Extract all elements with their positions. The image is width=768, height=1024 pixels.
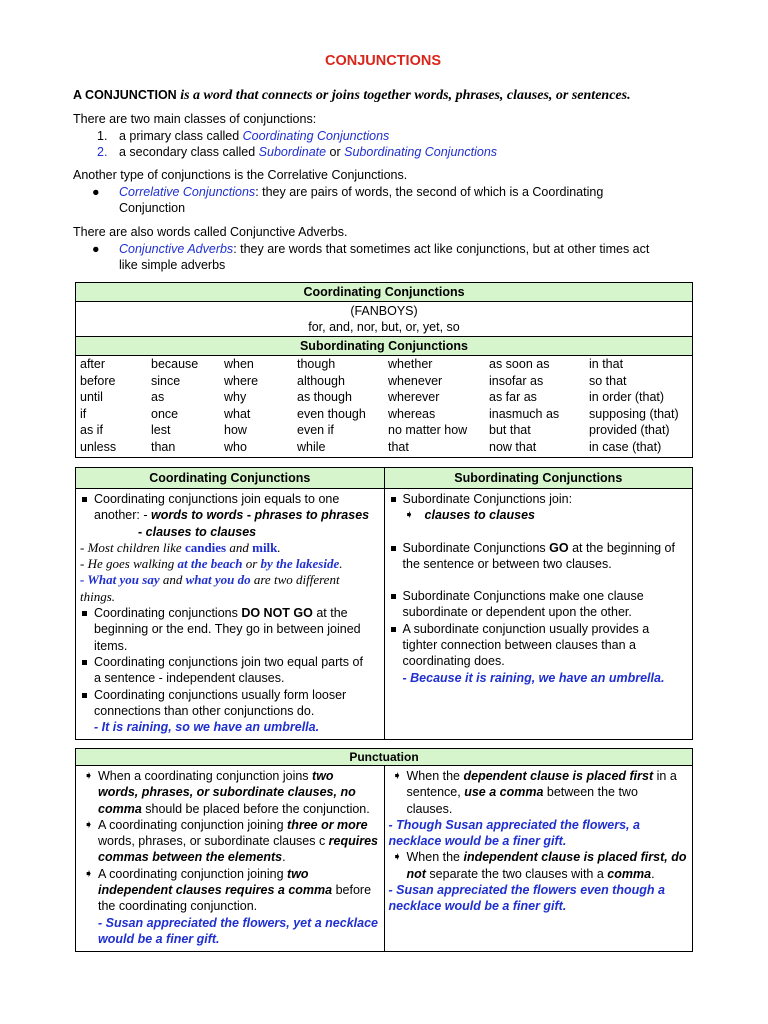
punct-point-5 <box>389 849 689 882</box>
punct-right <box>384 766 693 952</box>
p3-e: the coordinating conjunction. <box>98 899 258 914</box>
correlative-text2: Conjunction <box>119 201 186 215</box>
table-row <box>76 406 692 423</box>
conjunction-cell: supposing (that) <box>589 406 679 421</box>
sub-point-1 <box>389 491 688 524</box>
q1-b: dependent clause is placed first <box>463 769 654 783</box>
square-bullet-icon <box>82 660 87 665</box>
q2-a: When the <box>406 850 464 865</box>
p1-a: When a coordinating conjunction joins <box>98 769 313 783</box>
q2-e: separate the two clauses with a <box>425 866 608 881</box>
definition <box>73 88 698 104</box>
conjunction-cell: in case (that) <box>589 439 662 454</box>
coord-header: Coordinating Conjunctions <box>76 283 693 302</box>
arrow-bullet-icon: ➧ <box>404 509 414 522</box>
q1-d: sentence, <box>406 785 465 800</box>
definition-lead: A CONJUNCTION <box>73 88 181 102</box>
conjunction-cell: as far as <box>489 390 537 404</box>
conjunction-cell: no matter how <box>388 423 468 437</box>
words-to-words: words to words <box>150 508 244 523</box>
definition-text: is a word that connects or joins together words, phrases, clauses, or sentences. <box>180 88 631 103</box>
ex3-c: and <box>159 572 186 588</box>
q2-f: comma <box>607 866 652 881</box>
adverbs-block <box>73 224 698 274</box>
ex2-lakeside: by the lakeside <box>260 556 340 572</box>
conjunction-cell: wherever <box>388 390 440 404</box>
ex3-e: are two different <box>250 572 340 588</box>
p3-c: independent clauses requires a comma <box>98 883 333 898</box>
sub-point-2 <box>389 540 688 573</box>
p2-d: requires <box>328 834 379 849</box>
arrow-bullet-icon: ➧ <box>392 770 402 782</box>
square-bullet-icon <box>391 627 396 632</box>
p1-c: words, phrases, or subordinate clauses, no <box>98 785 356 800</box>
conjunction-cell: so that <box>589 373 627 388</box>
p2-b: three or more <box>287 817 368 832</box>
punctuation-header: Punctuation <box>76 749 693 766</box>
square-bullet-icon <box>391 546 396 551</box>
conjunction-cell: because <box>151 357 199 371</box>
page-title: CONJUNCTIONS <box>324 53 441 69</box>
sub-point-4 <box>389 621 688 686</box>
q1-f: between the two <box>543 785 638 800</box>
coord-point-2 <box>80 605 380 654</box>
correlative-text: : they are pairs of words, the second of which is a Coordinating <box>255 184 604 199</box>
sub-point-4-line3: coordinating does. <box>402 654 505 669</box>
table-row <box>76 439 692 456</box>
coord-example-1 <box>80 540 380 556</box>
coord-example-3b: things. <box>80 588 116 604</box>
p1-b: two <box>312 769 334 783</box>
table-row <box>76 389 692 406</box>
ex2-e: . <box>339 556 343 572</box>
conjunction-cell: though <box>297 357 336 371</box>
sub-grid-cell <box>76 356 693 458</box>
class2-term2: Subordinating Conjunctions <box>344 145 498 159</box>
bullet-dot: ● <box>92 241 100 256</box>
class2-pre: a secondary class called <box>119 145 259 159</box>
coord-point-4-line2: connections than other conjunctions do. <box>94 703 315 718</box>
sub-grid <box>76 356 692 455</box>
coord-point-2-line3: items. <box>94 638 128 653</box>
coord-point-3 <box>80 654 380 687</box>
adverbs-item <box>73 241 698 258</box>
ex2-a: - He goes walking <box>80 556 178 572</box>
sub-point-4-line2: tighter connection between clauses than a <box>402 638 637 653</box>
coord-example-3 <box>80 572 380 588</box>
q2-d: not <box>406 866 426 881</box>
q2-example-2: necklace would be a finer gift. <box>388 899 567 914</box>
sub-point-3 <box>389 588 688 621</box>
clauses-to-clauses: clauses to clauses <box>145 524 257 539</box>
square-bullet-icon <box>82 611 87 616</box>
go-label: GO <box>549 540 569 555</box>
conjunction-cell: whether <box>388 357 433 371</box>
conjunction-cell: inasmuch as <box>489 406 560 421</box>
p3-b: two <box>287 866 309 881</box>
arrow-bullet-icon: ➧ <box>84 818 94 831</box>
conjunction-cell: as if <box>80 423 103 437</box>
conjunction-cell: although <box>297 373 345 388</box>
q1-example-2: necklace would be a finer gift. <box>388 834 567 849</box>
sub-col-header: Subordinating Conjunctions <box>384 468 692 489</box>
sub-point-2-post: at the beginning of <box>568 540 675 555</box>
p3-example-2: would be a finer gift. <box>98 931 220 946</box>
conjunction-cell: how <box>224 423 247 437</box>
coord-point-3-line2: a sentence - independent clauses. <box>94 671 285 686</box>
q1-e: use a comma <box>464 785 544 800</box>
conjunction-cell: unless <box>80 439 117 454</box>
sub-clauses-to-clauses: clauses to clauses <box>424 508 535 523</box>
ex1-a: - Most children like <box>80 539 185 555</box>
conjunction-cell: now that <box>489 439 537 454</box>
coord-point-1-sep: - <box>243 508 255 523</box>
conjunction-cell: than <box>151 439 176 454</box>
coord-point-4 <box>80 687 380 736</box>
conjunction-cell: insofar as <box>489 373 544 388</box>
classes-line: There are two main classes of conjunctions: <box>73 112 317 126</box>
square-bullet-icon <box>82 693 87 698</box>
conjunctions-table <box>75 282 693 458</box>
sub-point-2-line2: the sentence or between two clauses. <box>402 556 612 571</box>
arrow-bullet-icon: ➧ <box>392 851 402 864</box>
phrases-to-phrases: phrases to phrases <box>254 508 370 523</box>
adverbs-text2: like simple adverbs <box>119 258 226 272</box>
conjunction-cell: as soon as <box>489 357 550 371</box>
arrow-bullet-icon: ➧ <box>84 770 94 782</box>
coord-point-2-line2: beginning or the end. They go in between joined <box>94 622 361 637</box>
conjunction-cell: who <box>224 439 247 454</box>
fanboys-cell <box>76 302 693 337</box>
coord-point-1-text: Coordinating conjunctions join equals to one <box>94 492 340 506</box>
coord-point-3-line1: Coordinating conjunctions join two equal parts of <box>94 654 363 669</box>
punct-left <box>76 766 385 952</box>
coord-col <box>76 489 385 740</box>
ex1-milk: milk <box>252 539 278 555</box>
sub-point-2-pre: Subordinate Conjunctions <box>402 540 550 555</box>
punct-point-4 <box>389 768 689 817</box>
conjunction-cell: even though <box>297 406 366 421</box>
table-row <box>76 373 692 390</box>
p3-example-1: - Susan appreciated the flowers, yet a necklace <box>98 915 378 930</box>
class2-or: or <box>326 145 345 159</box>
square-bullet-icon <box>391 594 396 599</box>
square-bullet-icon <box>82 497 87 502</box>
coord-point-1-dash: - <box>138 524 146 539</box>
conjunction-cell: even if <box>297 423 334 437</box>
conjunction-cell: while <box>297 439 326 454</box>
do-not-go: DO NOT GO <box>241 606 313 621</box>
conjunction-cell: after <box>80 357 106 371</box>
correlative-block <box>73 167 698 217</box>
sub-header: Subordinating Conjunctions <box>76 337 693 356</box>
correlative-term: Correlative Conjunctions <box>119 184 256 199</box>
q1-example-1: - Though Susan appreciated the flowers, a <box>388 817 640 832</box>
bullet-dot: ● <box>92 184 100 199</box>
conjunction-cell: until <box>80 390 103 404</box>
sub-point-3-line1: Subordinate Conjunctions make one clause <box>402 589 644 604</box>
class1-term: Coordinating Conjunctions <box>242 128 390 143</box>
conjunction-cell: what <box>224 406 251 421</box>
ex1-candies: candies <box>184 539 227 555</box>
conjunction-cell: whenever <box>388 373 443 388</box>
conjunction-cell: lest <box>151 423 171 437</box>
q1-g: clauses. <box>406 801 453 816</box>
ex3-what-you-say: What you say <box>87 572 160 588</box>
fanboys-list: for, and, nor, but, or, yet, so <box>308 320 460 334</box>
p1-e: should be placed before the conjunction. <box>141 801 370 816</box>
arrow-bullet-icon: ➧ <box>84 867 94 880</box>
coord-point-2-post: at the <box>312 606 348 621</box>
table-row <box>76 422 692 439</box>
conjunction-cell: where <box>224 373 259 388</box>
ex3-what-you-do: what you do <box>185 572 251 588</box>
q1-a: When the <box>406 769 464 783</box>
coord-point-2-pre: Coordinating conjunctions <box>94 606 242 621</box>
coord-point-1 <box>80 491 380 540</box>
punctuation-table <box>75 748 693 952</box>
conjunction-cell: as though <box>297 390 352 404</box>
p2-c: words, phrases, or subordinate clauses c <box>98 834 329 849</box>
punct-point-3 <box>80 866 380 947</box>
other-line: Another type of conjunctions is the Correlative Conjunctions. <box>73 168 408 182</box>
coord-example-2 <box>80 556 380 572</box>
q2-example-1: - Susan appreciated the flowers even though a <box>388 883 665 898</box>
class-num-2: 2. <box>97 145 108 159</box>
sub-point-4-line1: A subordinate conjunction usually provides a <box>402 621 650 636</box>
conjunction-cell: that <box>388 439 409 454</box>
p1-d: comma <box>98 801 142 816</box>
sub-point-4-example: - Because it is raining, we have an umbrella. <box>402 670 665 685</box>
comparison-table <box>75 467 693 740</box>
conjunction-cell: but that <box>489 423 531 437</box>
classes-block <box>73 111 698 161</box>
sub-point-3-line2: subordinate or dependent upon the other. <box>402 605 632 620</box>
q2-b: independent clause is placed first <box>463 850 665 865</box>
coord-point-4-line1: Coordinating conjunctions usually form looser <box>94 687 347 702</box>
adverbs-text: : they are words that sometimes act like conjunctions, but at other times act <box>233 241 650 256</box>
q2-g: . <box>651 866 655 881</box>
q1-c: in a <box>653 769 677 783</box>
p2-e: commas between the elements <box>98 850 283 865</box>
ex2-c: or <box>242 556 261 572</box>
coord-col-header: Coordinating Conjunctions <box>76 468 385 489</box>
p2-f: . <box>282 850 286 865</box>
class1-pre: a primary class called <box>119 128 243 143</box>
class-num-1: 1. <box>97 128 108 143</box>
square-bullet-icon <box>391 497 396 502</box>
punct-point-2 <box>80 817 380 866</box>
class2-term1: Subordinate <box>258 145 327 159</box>
punct-point-1 <box>80 768 380 817</box>
conjunction-cell: since <box>151 373 181 388</box>
conjunction-cell: when <box>224 357 254 371</box>
sub-point-1-sub <box>403 507 688 523</box>
p3-d: before <box>332 883 372 898</box>
p2-a: A coordinating conjunction joining <box>98 817 288 832</box>
coord-point-1-pre: another: - <box>94 508 151 523</box>
conjunction-cell: if <box>80 406 87 421</box>
conjunction-cell: in order (that) <box>589 390 665 404</box>
conjunction-cell: before <box>80 373 116 388</box>
fanboys-label: (FANBOYS) <box>350 304 418 318</box>
conjunction-cell: as <box>151 390 165 404</box>
ex3-a: - <box>80 572 88 588</box>
ex2-beach: at the beach <box>177 556 243 572</box>
ex1-c: and <box>226 539 253 555</box>
adverbs-line: There are also words called Conjunctive Adverbs. <box>73 225 348 239</box>
conjunction-cell: provided (that) <box>589 423 670 437</box>
ex1-e: . <box>277 539 281 555</box>
conjunction-cell: whereas <box>388 406 436 421</box>
conjunction-cell: once <box>151 406 179 421</box>
q2-c: , do <box>664 850 687 865</box>
conjunction-cell: in that <box>589 357 624 371</box>
adverbs-term: Conjunctive Adverbs <box>119 241 234 256</box>
correlative-item <box>73 184 698 201</box>
table-row <box>76 356 692 373</box>
class-item-1 <box>73 128 698 145</box>
conjunction-cell: why <box>224 390 247 404</box>
p3-a: A coordinating conjunction joining <box>98 866 288 881</box>
coord-point-4-example: - It is raining, so we have an umbrella. <box>94 720 320 735</box>
sub-col <box>384 489 692 740</box>
sub-point-1-text: Subordinate Conjunctions join: <box>402 492 573 506</box>
class-item-2 <box>73 144 698 161</box>
